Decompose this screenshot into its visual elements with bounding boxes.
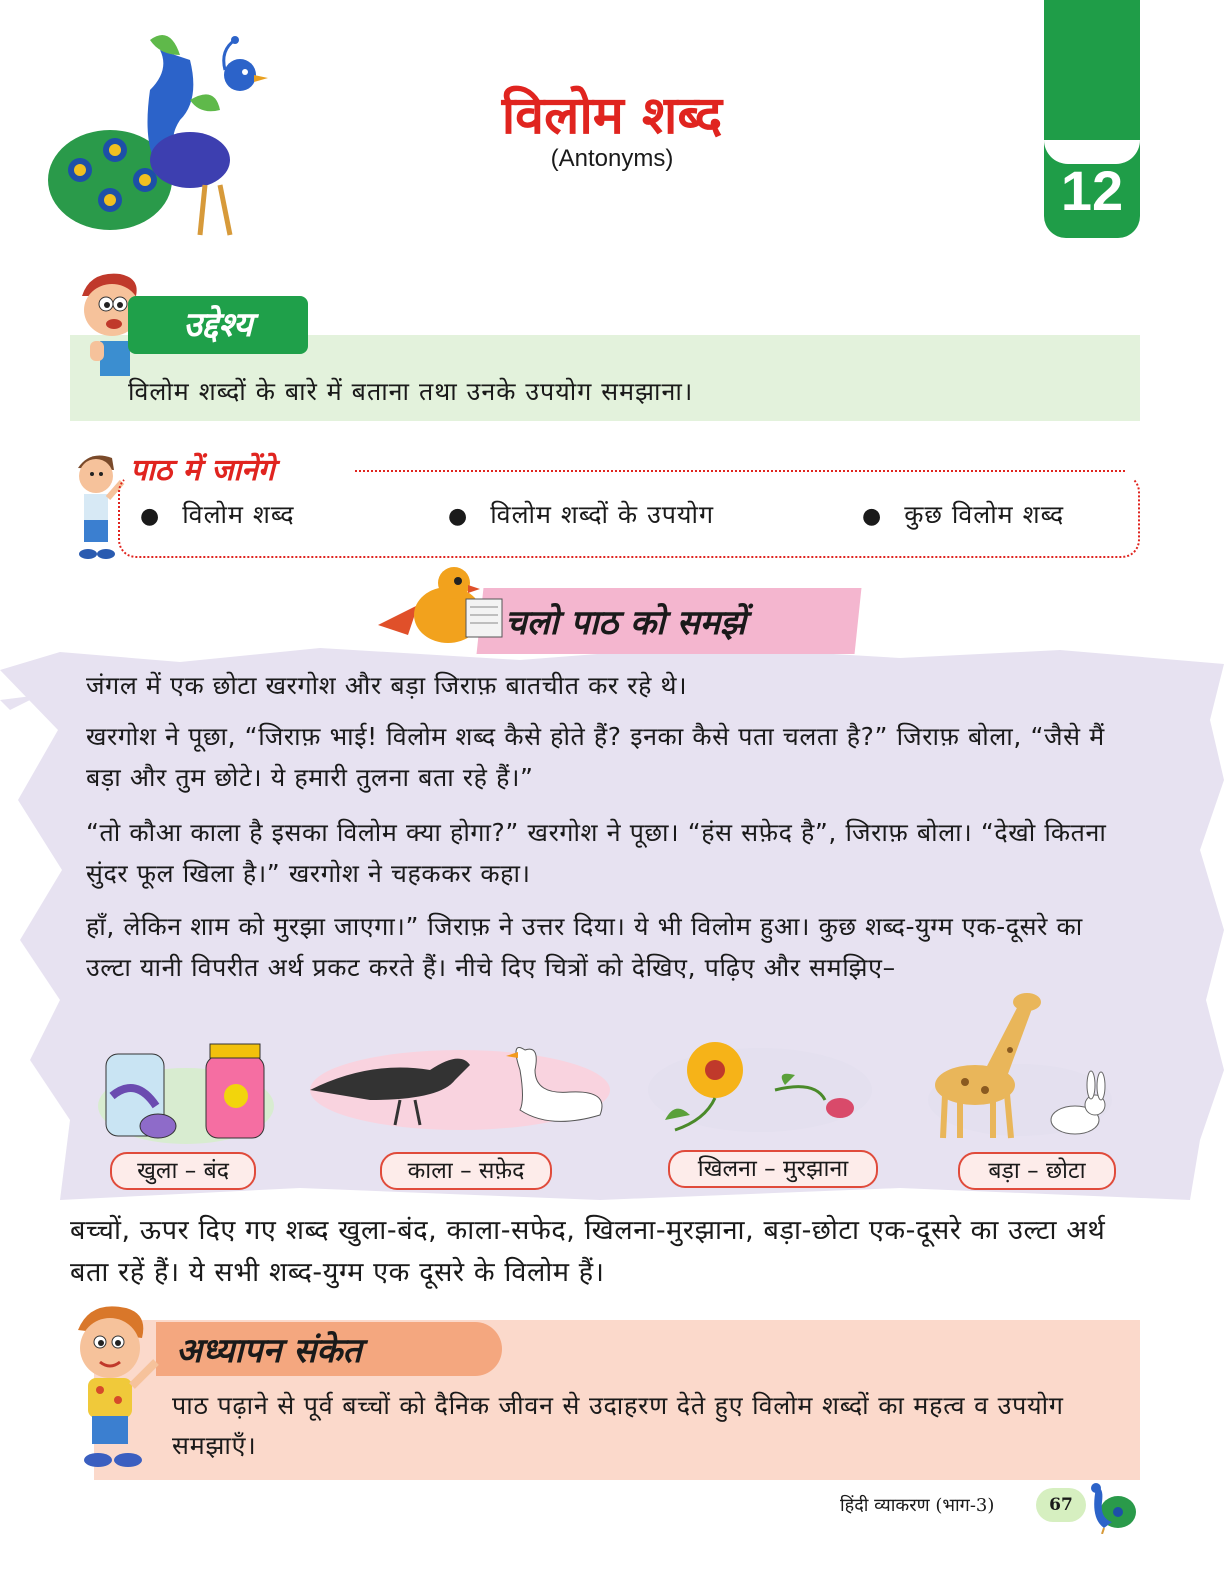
lesson-paragraph: खरगोश ने पूछा, “जिराफ़ भाई! विलोम शब्द कैसे होते हैं? इनका कैसे पता चलता है?” जिराफ़ बोला, “जैसे मैं बड़ा और तुम छोटे। ये हमारी तुलना बता रहे हैं।” xyxy=(86,722,1105,792)
chapter-number: 12 xyxy=(1060,159,1124,222)
learn-title: पाठ में जानेंगे xyxy=(130,453,275,488)
antonym-pair-label: बड़ा – छोटा xyxy=(958,1152,1116,1190)
crow-swan-illustration xyxy=(310,1030,620,1140)
lesson-paragraph: हाँ, लेकिन शाम को मुरझा जाएगा।” जिराफ़ ने उत्तर दिया। ये भी विलोम हुआ। कुछ शब्द-युग्म एक-दूसरे का उल्टा यानी विपरीत अर्थ प्रकट करते हैं। नीचे दिए चित्रों को देखिए, पढ़िए और समझिए– xyxy=(86,912,1083,982)
teacher-note-label: अध्यापन संकेत xyxy=(176,1331,362,1371)
antonym-pair-label: खुला – बंद xyxy=(110,1152,256,1190)
learn-item: ● विलोम शब्दों के उपयोग xyxy=(448,500,715,529)
page-number: 67 xyxy=(1036,1488,1086,1522)
page-title: विलोम शब्द xyxy=(501,86,723,146)
teacher-note-text: पाठ पढ़ाने से पूर्व बच्चों को दैनिक जीवन से उदाहरण देते हुए विलोम शब्दों का महत्व व उपयोग समझाएँ। xyxy=(172,1391,1064,1460)
lesson-paragraph: जंगल में एक छोटा खरगोश और बड़ा जिराफ़ बातचीत कर रहे थे। xyxy=(86,671,688,700)
lesson-heading: चलो पाठ को समझें xyxy=(505,603,746,643)
objective-text: विलोम शब्दों के बारे में बताना तथा उनके उपयोग समझाना। xyxy=(128,377,694,406)
antonym-pair-label: काला – सफ़ेद xyxy=(380,1152,552,1190)
summary-paragraph: बच्चों, ऊपर दिए गए शब्द खुला-बंद, काला-सफेद, खिलना-मुरझाना, बड़ा-छोटा एक-दूसरे का उल्टा अर्थ बता रहें हैं। ये सभी शब्द-युग्म एक दूसरे के विलोम हैं। xyxy=(70,1215,1106,1288)
jars-illustration xyxy=(96,1036,276,1146)
learn-item: ● कुछ विलोम शब्द xyxy=(862,500,1065,529)
lesson-paragraph: “तो कौआ काला है इसका विलोम क्या होगा?” खरगोश ने पूछा। “हंस सफ़ेद है”, जिराफ़ बोला। “देखो कितना सुंदर फूल खिला है।” खरगोश ने चहककर कहा। xyxy=(86,818,1107,888)
flowers-illustration xyxy=(645,1030,875,1140)
peacock-footer-icon xyxy=(1082,1478,1138,1534)
bird-reading-illustration xyxy=(378,565,508,650)
boy-pointing-illustration xyxy=(66,1300,162,1470)
giraffe-rabbit-illustration xyxy=(925,990,1115,1140)
learn-item: ● विलोम शब्द xyxy=(140,500,295,529)
objective-label: उद्देश्य xyxy=(128,296,308,354)
learn-title-divider xyxy=(355,470,1125,472)
page-subtitle: (Antonyms) xyxy=(550,145,674,172)
antonym-pair-label: खिलना – मुरझाना xyxy=(668,1150,878,1188)
footer-book-title: हिंदी व्याकरण (भाग-3) xyxy=(840,1495,995,1516)
